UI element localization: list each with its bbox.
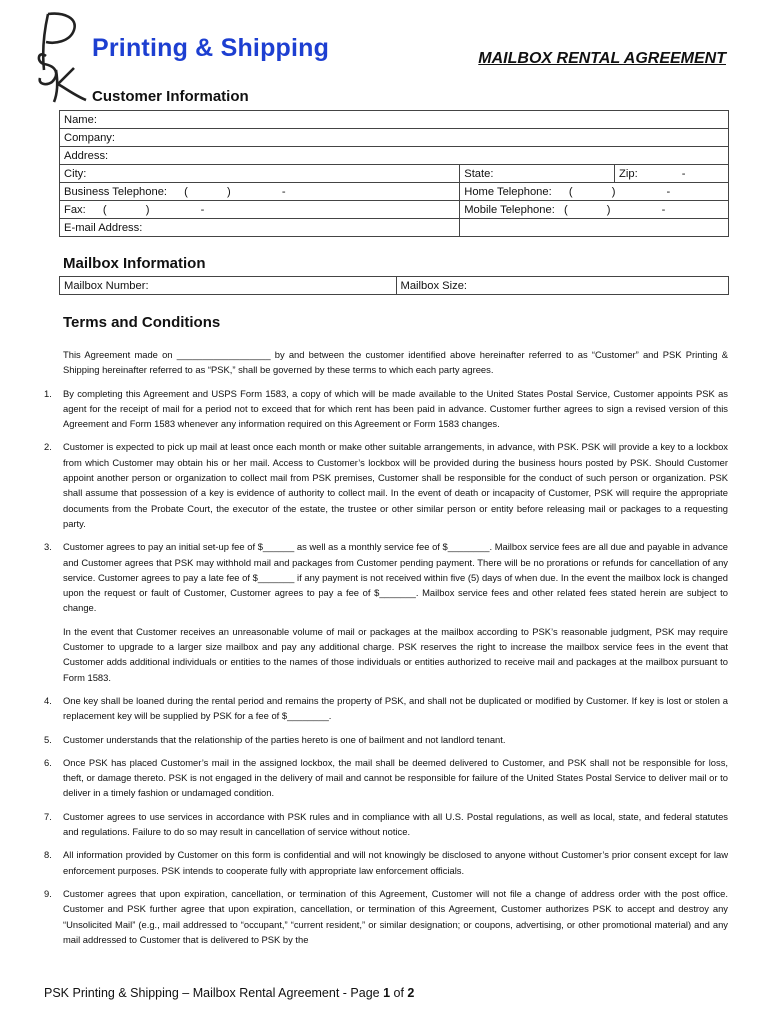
term-number: 1. (44, 387, 52, 399)
business-phone-close: ) (227, 185, 231, 198)
email-row (60, 219, 729, 237)
term-subparagraph: In the event that Customer receives an unreasonable volume of mail or packages at the mailbox according to PSK’s reasonable judgment, PSK may require Customer to upgrade to a larger size mailbox and pay any additional charge. PSK reserves the right to increase the mailbox service fees in the event that Customer adds additional individuals or entities to the names of those individuals or entities authorized to receive mail and packages at the mailbox pursuant to Form 1583. (63, 625, 728, 683)
term-text: Once PSK has placed Customer’s mail in the assigned lockbox, the mail shall be deemed delivered to Customer, and PSK shall not be responsible for loss, theft, or damage thereto. PSK is not engaged in the delivery of mail and cannot be responsible for failure of the United States Postal Service to deliver mail or to deliver in a timely fashion or undamaged condition. (63, 756, 728, 799)
term-number: 9. (44, 887, 52, 899)
mailbox-size-label: Mailbox Size: (400, 279, 468, 292)
footer-page-number: 1 (383, 986, 391, 1000)
fax-field[interactable] (60, 201, 460, 219)
email-blank-cell (460, 219, 729, 237)
state-field[interactable] (460, 165, 615, 183)
address-field[interactable] (60, 147, 729, 165)
home-phone-dash: - (666, 185, 671, 198)
mobile-phone-field[interactable] (460, 201, 729, 219)
business-phone-dash: - (281, 185, 286, 198)
term-number: 6. (44, 756, 52, 768)
name-label: Name: (64, 113, 97, 126)
term-text: All information provided by Customer on this form is confidential and will not knowingly be disclosed to anyone without Customer’s prior consent except for law enforcement purposes. PSK intends to cooperate fully with appropriate law enforcement officials. (63, 849, 728, 876)
fax-label: Fax: (64, 203, 86, 216)
term-text: Customer agrees to pay an initial set-up fee of $______ as well as a monthly service fee of $________. Mailbox service fees are all due and payable in advance and Customer agrees that PSK may withhold mail and packages from Customer pending payment. There will be no prorations or refunds for cancellation of any service. Customer agrees to pay a late fee of $_______ if any payment is not received within five (5) days of when due. In the event the mailbox lock is changed upon the request or fault of Customer, Customer agrees to pay a fee of $_______. Mailbox service fees and other related fees stated herein are subject to change. (63, 541, 728, 614)
fax-row (60, 201, 729, 219)
term-number: 4. (44, 694, 52, 706)
city-label: City: (64, 167, 87, 180)
mailbox-size-field[interactable] (396, 277, 729, 295)
customer-info-table (59, 110, 729, 237)
zip-field[interactable] (615, 165, 729, 183)
term-number: 5. (44, 733, 52, 745)
terms-intro: This Agreement made on __________________ by and between the customer identified above hereinafter referred to as “Customer” and PSK Printing & Shipping hereinafter referred to as “PSK,” shall be governed by these terms to which each party agrees. (63, 349, 728, 376)
company-row (60, 129, 729, 147)
phone-row (60, 183, 729, 201)
term-number: 8. (44, 849, 52, 861)
mailbox-row (60, 277, 729, 295)
term-number: 2. (44, 441, 52, 453)
term-item (44, 886, 728, 947)
term-text: One key shall be loaned during the rental period and remains the property of PSK, and shall not be duplicated or modified by Customer. If key is lost or stolen a replacement key will be supplied by PSK for a fee of $________. (63, 694, 728, 722)
business-phone-open: ( (184, 185, 188, 198)
email-field[interactable] (60, 219, 460, 237)
footer-text: PSK Printing & Shipping – Mailbox Rental Agreement - Page (44, 986, 384, 1000)
home-phone-close: ) (611, 185, 616, 198)
term-item (44, 809, 728, 840)
term-item (44, 539, 728, 685)
terms-body (44, 347, 728, 955)
term-text: Customer agrees to use services in accordance with PSK rules and in compliance with all U.S. Postal regulations, as well as local, state, and federal statutes and regulations. Failure to do so may result in cancellation of service without notice. (63, 810, 728, 838)
term-item (44, 693, 728, 724)
term-item (44, 732, 728, 747)
term-number: 3. (44, 541, 52, 553)
home-phone-open: ( (568, 185, 573, 198)
document-title: MAILBOX RENTAL AGREEMENT (478, 50, 726, 67)
mobile-phone-close: ) (606, 203, 611, 216)
term-item (44, 439, 728, 531)
zip-label: Zip: (619, 167, 638, 180)
city-row (60, 165, 729, 183)
business-phone-field[interactable] (60, 183, 460, 201)
fax-dash: - (200, 203, 205, 216)
mailbox-info-heading: Mailbox Information (63, 255, 206, 272)
zip-dash: - (681, 167, 686, 180)
fax-open: ( (102, 203, 107, 216)
logo-name: Printing & Shipping (92, 34, 330, 62)
term-number: 7. (44, 810, 52, 822)
customer-info-heading: Customer Information (92, 88, 249, 105)
term-item (44, 386, 728, 432)
city-field[interactable] (60, 165, 460, 183)
term-item (44, 847, 728, 878)
name-field[interactable] (60, 111, 729, 129)
fax-close: ) (145, 203, 150, 216)
company-label: Company: (64, 131, 115, 144)
mailbox-number-field[interactable] (60, 277, 397, 295)
term-item (44, 755, 728, 801)
mobile-phone-label: Mobile Telephone: (464, 203, 555, 216)
home-phone-field[interactable] (460, 183, 729, 201)
page-footer (44, 986, 414, 1000)
term-text: Customer agrees that upon expiration, cancellation, or termination of this Agreement, Customer will not file a change of address order with the post office. Customer and PSK further agree that upon expiration, cancellation, or termination of this Agreement, Customer authorizes PSK to accept and destroy any “Unsolicited Mail” (e.g., mail addressed to “occupant,” “current resident,” or similar designation; or coupons, advertising, or other promotional material) and any mail addressed to Customer that is delivered to PSK by the (63, 887, 728, 945)
address-row (60, 147, 729, 165)
footer-of: of (390, 986, 408, 1000)
home-phone-label: Home Telephone: (464, 185, 552, 198)
terms-heading: Terms and Conditions (63, 314, 221, 331)
business-phone-label: Business Telephone: (64, 185, 168, 198)
mailbox-info-table (59, 276, 729, 295)
footer-page-total: 2 (407, 986, 415, 1000)
mobile-phone-open: ( (563, 203, 568, 216)
company-field[interactable] (60, 129, 729, 147)
email-label: E-mail Address: (64, 221, 143, 234)
mailbox-number-label: Mailbox Number: (64, 279, 149, 292)
address-label: Address: (64, 149, 109, 162)
state-label: State: (464, 167, 494, 180)
term-text: By completing this Agreement and USPS Form 1583, a copy of which will be made available to the United States Postal Service, Customer appoints PSK as agent for the receipt of mail for a period not to exceed that for which rent has been paid in advance. Customer further agrees to sign a revised version of this Agreement and Form 1583 whenever any information required on this Agreement or Form 1583 changes. (63, 387, 728, 430)
name-row (60, 111, 729, 129)
mobile-phone-dash: - (661, 203, 666, 216)
term-text: Customer is expected to pick up mail at least once each month or make other suitable arrangements, in advance, with PSK. PSK will provide a key to a lockbox from which Customer may obtain his or her mail. Access to Customer’s lockbox will be provided during the business hours posted by PSK. Should Customer appoint another person or organization to collect mail from PSK premises, Customer shall be responsible for the conduct of such person or organization. PSK shall assume that possession of a key is evidence of authority to collect mail. In the event of death or incapacity of Customer, PSK will require the appropriate documents from the Probate Court, the executor of the estate, the trustee or other similar person or entity before releasing mail or packages to a requesting party. (63, 441, 728, 529)
term-text: Customer understands that the relationship of the parties hereto is one of bailment and not landlord tenant. (63, 733, 506, 745)
